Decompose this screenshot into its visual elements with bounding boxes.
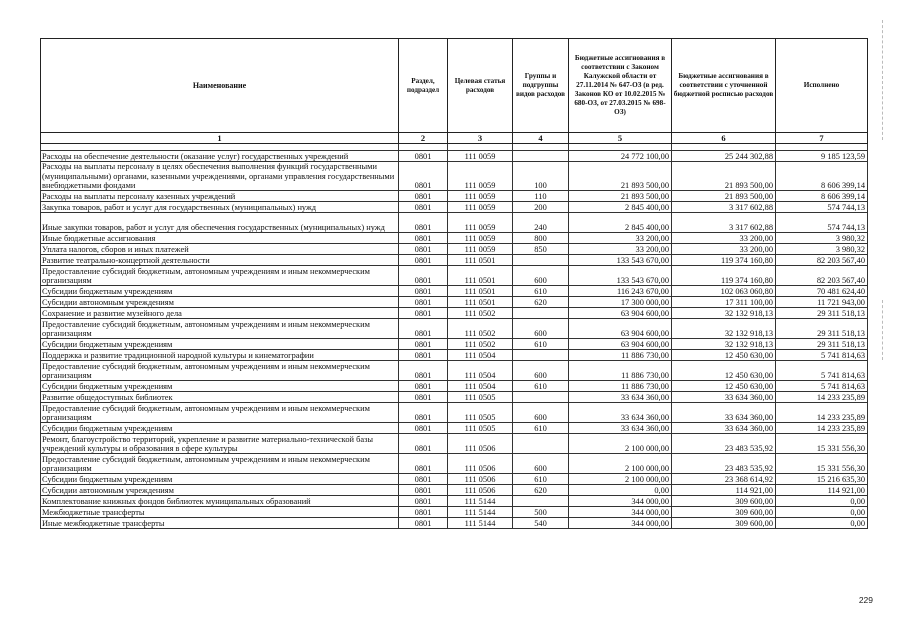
cell-section: 0801 xyxy=(399,319,448,339)
cell-assignments-law: 133 543 670,00 xyxy=(569,266,672,286)
cell-name: Субсидии бюджетным учреждениям xyxy=(41,286,399,297)
cell-executed: 5 741 814,63 xyxy=(776,381,868,392)
cell-section: 0801 xyxy=(399,255,448,266)
cell-section: 0801 xyxy=(399,266,448,286)
cell-section: 0801 xyxy=(399,213,448,233)
cell-name: Предоставление субсидий бюджетным, автономным учреждениям и иным некоммерческим организациям xyxy=(41,454,399,474)
budget-table xyxy=(40,38,868,529)
spacer-row xyxy=(41,144,868,151)
cell-target: 111 0506 xyxy=(448,454,513,474)
cell-target: 111 0504 xyxy=(448,381,513,392)
cell-target: 111 0506 xyxy=(448,485,513,496)
table-row xyxy=(41,308,868,319)
cell-name: Субсидии автономным учреждениям xyxy=(41,297,399,308)
cell-group: 200 xyxy=(513,202,569,213)
cell-executed: 82 203 567,40 xyxy=(776,255,868,266)
cell-section: 0801 xyxy=(399,423,448,434)
cell-assignments-refined: 33 200,00 xyxy=(672,233,776,244)
table-row xyxy=(41,485,868,496)
cell-assignments-refined: 21 893 500,00 xyxy=(672,162,776,191)
cell-group xyxy=(513,350,569,361)
cell-assignments-law: 344 000,00 xyxy=(569,518,672,529)
cell-assignments-refined: 32 132 918,13 xyxy=(672,339,776,350)
cell-executed: 5 741 814,63 xyxy=(776,350,868,361)
cell-assignments-law: 33 634 360,00 xyxy=(569,392,672,403)
cell-executed: 15 216 635,30 xyxy=(776,474,868,485)
cell-name: Иные бюджетные ассигнования xyxy=(41,233,399,244)
cell-group: 500 xyxy=(513,507,569,518)
cell-group: 600 xyxy=(513,361,569,381)
cell-assignments-refined: 102 063 060,80 xyxy=(672,286,776,297)
cell-group: 540 xyxy=(513,518,569,529)
table-row xyxy=(41,202,868,213)
cell-assignments-refined: 12 450 630,00 xyxy=(672,361,776,381)
cell-section: 0801 xyxy=(399,454,448,474)
cell-name: Предоставление субсидий бюджетным, автономным учреждениям и иным некоммерческим организациям xyxy=(41,361,399,381)
cell-assignments-refined: 33 634 360,00 xyxy=(672,392,776,403)
cell-target: 111 0501 xyxy=(448,255,513,266)
cell-executed: 70 481 624,40 xyxy=(776,286,868,297)
cell-assignments-law: 2 100 000,00 xyxy=(569,474,672,485)
cell-section: 0801 xyxy=(399,496,448,507)
cell-group xyxy=(513,496,569,507)
cell-section: 0801 xyxy=(399,392,448,403)
table-row xyxy=(41,434,868,454)
table-row xyxy=(41,350,868,361)
cell-target: 111 0506 xyxy=(448,434,513,454)
cell-assignments-law: 33 634 360,00 xyxy=(569,403,672,423)
cell-assignments-refined: 3 317 602,88 xyxy=(672,202,776,213)
cell-section: 0801 xyxy=(399,403,448,423)
cell-name: Субсидии автономным учреждениям xyxy=(41,485,399,496)
cell-section: 0801 xyxy=(399,339,448,350)
table-row xyxy=(41,266,868,286)
cell-name: Субсидии бюджетным учреждениям xyxy=(41,423,399,434)
cell-executed: 15 331 556,30 xyxy=(776,454,868,474)
header-row xyxy=(41,39,868,133)
cell-assignments-law: 2 100 000,00 xyxy=(569,434,672,454)
cell-assignments-law: 24 772 100,00 xyxy=(569,151,672,162)
table-row xyxy=(41,454,868,474)
cell-name: Развитие общедоступных библиотек xyxy=(41,392,399,403)
cell-name: Иные закупки товаров, работ и услуг для обеспечения государственных (муниципальных) нужд xyxy=(41,213,399,233)
cell-assignments-law: 11 886 730,00 xyxy=(569,381,672,392)
cell-section: 0801 xyxy=(399,244,448,255)
cell-section: 0801 xyxy=(399,233,448,244)
table-row xyxy=(41,507,868,518)
cell-name: Субсидии бюджетным учреждениям xyxy=(41,339,399,350)
cell-assignments-refined: 33 200,00 xyxy=(672,244,776,255)
cell-target: 111 0502 xyxy=(448,308,513,319)
cell-assignments-refined: 114 921,00 xyxy=(672,485,776,496)
table-row xyxy=(41,151,868,162)
cell-section: 0801 xyxy=(399,191,448,202)
column-number: 6 xyxy=(672,133,776,144)
cell-executed: 574 744,13 xyxy=(776,213,868,233)
cell-target: 111 0059 xyxy=(448,191,513,202)
cell-executed: 11 721 943,00 xyxy=(776,297,868,308)
cell-section: 0801 xyxy=(399,474,448,485)
cell-section: 0801 xyxy=(399,162,448,191)
column-number: 5 xyxy=(569,133,672,144)
cell-section: 0801 xyxy=(399,518,448,529)
table-row xyxy=(41,403,868,423)
cell-group: 110 xyxy=(513,191,569,202)
cell-executed: 9 185 123,59 xyxy=(776,151,868,162)
cell-section: 0801 xyxy=(399,381,448,392)
cell-group: 620 xyxy=(513,297,569,308)
cell-group: 610 xyxy=(513,339,569,350)
margin-mark xyxy=(882,300,883,360)
cell-assignments-law: 21 893 500,00 xyxy=(569,191,672,202)
cell-assignments-refined: 33 634 360,00 xyxy=(672,423,776,434)
cell-section: 0801 xyxy=(399,151,448,162)
cell-executed: 29 311 518,13 xyxy=(776,319,868,339)
column-number: 2 xyxy=(399,133,448,144)
cell-assignments-refined: 119 374 160,80 xyxy=(672,266,776,286)
cell-assignments-law: 17 300 000,00 xyxy=(569,297,672,308)
cell-assignments-refined: 3 317 602,88 xyxy=(672,213,776,233)
cell-assignments-law: 33 634 360,00 xyxy=(569,423,672,434)
cell-assignments-refined: 25 244 302,88 xyxy=(672,151,776,162)
cell-target: 111 0502 xyxy=(448,319,513,339)
cell-assignments-law: 0,00 xyxy=(569,485,672,496)
cell-section: 0801 xyxy=(399,202,448,213)
cell-assignments-refined: 119 374 160,80 xyxy=(672,255,776,266)
cell-name: Расходы на обеспечение деятельности (оказание услуг) государственных учреждений xyxy=(41,151,399,162)
cell-name: Предоставление субсидий бюджетным, автономным учреждениям и иным некоммерческим организациям xyxy=(41,403,399,423)
cell-group xyxy=(513,308,569,319)
column-number: 1 xyxy=(41,133,399,144)
cell-executed: 8 606 399,14 xyxy=(776,162,868,191)
header-executed: Исполнено xyxy=(776,39,868,133)
cell-target: 111 0059 xyxy=(448,233,513,244)
cell-executed: 15 331 556,30 xyxy=(776,434,868,454)
cell-target: 111 0059 xyxy=(448,213,513,233)
cell-group: 600 xyxy=(513,403,569,423)
cell-assignments-law: 11 886 730,00 xyxy=(569,361,672,381)
cell-assignments-law: 344 000,00 xyxy=(569,496,672,507)
cell-group: 850 xyxy=(513,244,569,255)
cell-assignments-law: 33 200,00 xyxy=(569,233,672,244)
cell-target: 111 0505 xyxy=(448,392,513,403)
cell-name: Иные межбюджетные трансферты xyxy=(41,518,399,529)
cell-assignments-refined: 23 483 535,92 xyxy=(672,434,776,454)
cell-assignments-law: 63 904 600,00 xyxy=(569,308,672,319)
table-row xyxy=(41,361,868,381)
table-row xyxy=(41,392,868,403)
table-row xyxy=(41,423,868,434)
cell-target: 111 0059 xyxy=(448,244,513,255)
header-name: Наименование xyxy=(41,39,399,133)
cell-target: 111 5144 xyxy=(448,507,513,518)
cell-target: 111 0506 xyxy=(448,474,513,485)
cell-executed: 14 233 235,89 xyxy=(776,392,868,403)
cell-executed: 29 311 518,13 xyxy=(776,308,868,319)
cell-assignments-law: 2 845 400,00 xyxy=(569,213,672,233)
cell-executed: 82 203 567,40 xyxy=(776,266,868,286)
cell-assignments-law: 63 904 600,00 xyxy=(569,319,672,339)
cell-section: 0801 xyxy=(399,308,448,319)
cell-name: Поддержка и развитие традиционной народной культуры и кинематографии xyxy=(41,350,399,361)
cell-executed: 29 311 518,13 xyxy=(776,339,868,350)
table-row xyxy=(41,233,868,244)
header-assignments-refined: Бюджетные ассигнования в соответствии с уточненной бюджетной росписью расходов xyxy=(672,39,776,133)
cell-group: 800 xyxy=(513,233,569,244)
cell-executed: 0,00 xyxy=(776,507,868,518)
cell-target: 111 5144 xyxy=(448,518,513,529)
table-row xyxy=(41,213,868,233)
cell-target: 111 0501 xyxy=(448,266,513,286)
cell-group xyxy=(513,434,569,454)
column-number: 3 xyxy=(448,133,513,144)
margin-mark xyxy=(882,20,883,140)
header-section: Раздел, подраздел xyxy=(399,39,448,133)
cell-assignments-refined: 32 132 918,13 xyxy=(672,308,776,319)
cell-executed: 14 233 235,89 xyxy=(776,423,868,434)
cell-assignments-refined: 23 368 614,92 xyxy=(672,474,776,485)
cell-target: 111 0501 xyxy=(448,286,513,297)
cell-section: 0801 xyxy=(399,350,448,361)
cell-assignments-refined: 12 450 630,00 xyxy=(672,350,776,361)
cell-executed: 3 980,32 xyxy=(776,233,868,244)
cell-section: 0801 xyxy=(399,485,448,496)
cell-executed: 5 741 814,63 xyxy=(776,361,868,381)
cell-assignments-refined: 309 600,00 xyxy=(672,496,776,507)
cell-target: 111 0059 xyxy=(448,151,513,162)
cell-group: 610 xyxy=(513,423,569,434)
cell-target: 111 0505 xyxy=(448,403,513,423)
cell-name: Расходы на выплаты персоналу казенных учреждений xyxy=(41,191,399,202)
cell-name: Комплектование книжных фондов библиотек муниципальных образований xyxy=(41,496,399,507)
cell-assignments-refined: 12 450 630,00 xyxy=(672,381,776,392)
cell-target: 111 5144 xyxy=(448,496,513,507)
table-row xyxy=(41,496,868,507)
cell-executed: 574 744,13 xyxy=(776,202,868,213)
cell-name: Сохранение и развитие музейного дела xyxy=(41,308,399,319)
cell-name: Предоставление субсидий бюджетным, автономным учреждениям и иным некоммерческим организациям xyxy=(41,266,399,286)
cell-group: 100 xyxy=(513,162,569,191)
column-number: 4 xyxy=(513,133,569,144)
cell-target: 111 0502 xyxy=(448,339,513,350)
cell-assignments-law: 21 893 500,00 xyxy=(569,162,672,191)
table-row xyxy=(41,297,868,308)
cell-name: Уплата налогов, сборов и иных платежей xyxy=(41,244,399,255)
cell-group: 620 xyxy=(513,485,569,496)
table-body xyxy=(41,144,868,529)
cell-group: 610 xyxy=(513,286,569,297)
cell-executed: 3 980,32 xyxy=(776,244,868,255)
cell-assignments-law: 344 000,00 xyxy=(569,507,672,518)
cell-section: 0801 xyxy=(399,286,448,297)
cell-name: Закупка товаров, работ и услуг для государственных (муниципальных) нужд xyxy=(41,202,399,213)
cell-assignments-law: 63 904 600,00 xyxy=(569,339,672,350)
cell-name: Предоставление субсидий бюджетным, автономным учреждениям и иным некоммерческим организациям xyxy=(41,319,399,339)
cell-group xyxy=(513,151,569,162)
table-row xyxy=(41,518,868,529)
cell-group: 610 xyxy=(513,381,569,392)
cell-name: Развитие театрально-концертной деятельности xyxy=(41,255,399,266)
table-row xyxy=(41,381,868,392)
cell-section: 0801 xyxy=(399,434,448,454)
cell-assignments-law: 11 886 730,00 xyxy=(569,350,672,361)
cell-target: 111 0501 xyxy=(448,297,513,308)
cell-group: 240 xyxy=(513,213,569,233)
column-number: 7 xyxy=(776,133,868,144)
cell-assignments-law: 2 845 400,00 xyxy=(569,202,672,213)
header-groups: Группы и подгруппы видов расходов xyxy=(513,39,569,133)
cell-name: Субсидии бюджетным учреждениям xyxy=(41,381,399,392)
cell-group xyxy=(513,255,569,266)
cell-assignments-law: 133 543 670,00 xyxy=(569,255,672,266)
cell-assignments-law: 33 200,00 xyxy=(569,244,672,255)
table-row xyxy=(41,162,868,191)
cell-assignments-refined: 21 893 500,00 xyxy=(672,191,776,202)
cell-assignments-refined: 17 311 100,00 xyxy=(672,297,776,308)
cell-group xyxy=(513,392,569,403)
page-number: 229 xyxy=(858,595,873,605)
table-row xyxy=(41,474,868,485)
column-number-row xyxy=(41,133,868,144)
table-row xyxy=(41,244,868,255)
cell-target: 111 0505 xyxy=(448,423,513,434)
cell-executed: 0,00 xyxy=(776,518,868,529)
cell-group: 600 xyxy=(513,454,569,474)
table-row xyxy=(41,191,868,202)
cell-group: 610 xyxy=(513,474,569,485)
header-target: Целевая статья расходов xyxy=(448,39,513,133)
cell-assignments-law: 116 243 670,00 xyxy=(569,286,672,297)
cell-name: Межбюджетные трансферты xyxy=(41,507,399,518)
table-row xyxy=(41,286,868,297)
cell-target: 111 0504 xyxy=(448,350,513,361)
cell-assignments-refined: 309 600,00 xyxy=(672,507,776,518)
cell-executed: 114 921,00 xyxy=(776,485,868,496)
cell-executed: 0,00 xyxy=(776,496,868,507)
cell-name: Ремонт, благоустройство территорий, укрепление и развитие материально-технической базы учреждений культуры и образования в сфере культуры xyxy=(41,434,399,454)
table-row xyxy=(41,339,868,350)
cell-name: Расходы на выплаты персоналу в целях обеспечения выполнения функций государственными (муниципальными) органами, казенными учреждениями, органами управления государственными внебюджетными фондами xyxy=(41,162,399,191)
header-assignments-law: Бюджетные ассигнования в соответствии с Законом Калужской области от 27.11.2014 № 647-ОЗ (в ред. Законов КО от 10.02.2015 № 680-ОЗ, от 27.03.2015 № 698-ОЗ) xyxy=(569,39,672,133)
cell-section: 0801 xyxy=(399,361,448,381)
cell-name: Субсидии бюджетным учреждениям xyxy=(41,474,399,485)
cell-target: 111 0504 xyxy=(448,361,513,381)
table-row xyxy=(41,319,868,339)
cell-assignments-refined: 33 634 360,00 xyxy=(672,403,776,423)
cell-executed: 8 606 399,14 xyxy=(776,191,868,202)
cell-assignments-refined: 23 483 535,92 xyxy=(672,454,776,474)
cell-executed: 14 233 235,89 xyxy=(776,403,868,423)
cell-assignments-refined: 32 132 918,13 xyxy=(672,319,776,339)
cell-section: 0801 xyxy=(399,507,448,518)
cell-section: 0801 xyxy=(399,297,448,308)
cell-assignments-law: 2 100 000,00 xyxy=(569,454,672,474)
table-row xyxy=(41,255,868,266)
cell-group: 600 xyxy=(513,266,569,286)
cell-assignments-refined: 309 600,00 xyxy=(672,518,776,529)
cell-target: 111 0059 xyxy=(448,202,513,213)
cell-group: 600 xyxy=(513,319,569,339)
cell-target: 111 0059 xyxy=(448,162,513,191)
